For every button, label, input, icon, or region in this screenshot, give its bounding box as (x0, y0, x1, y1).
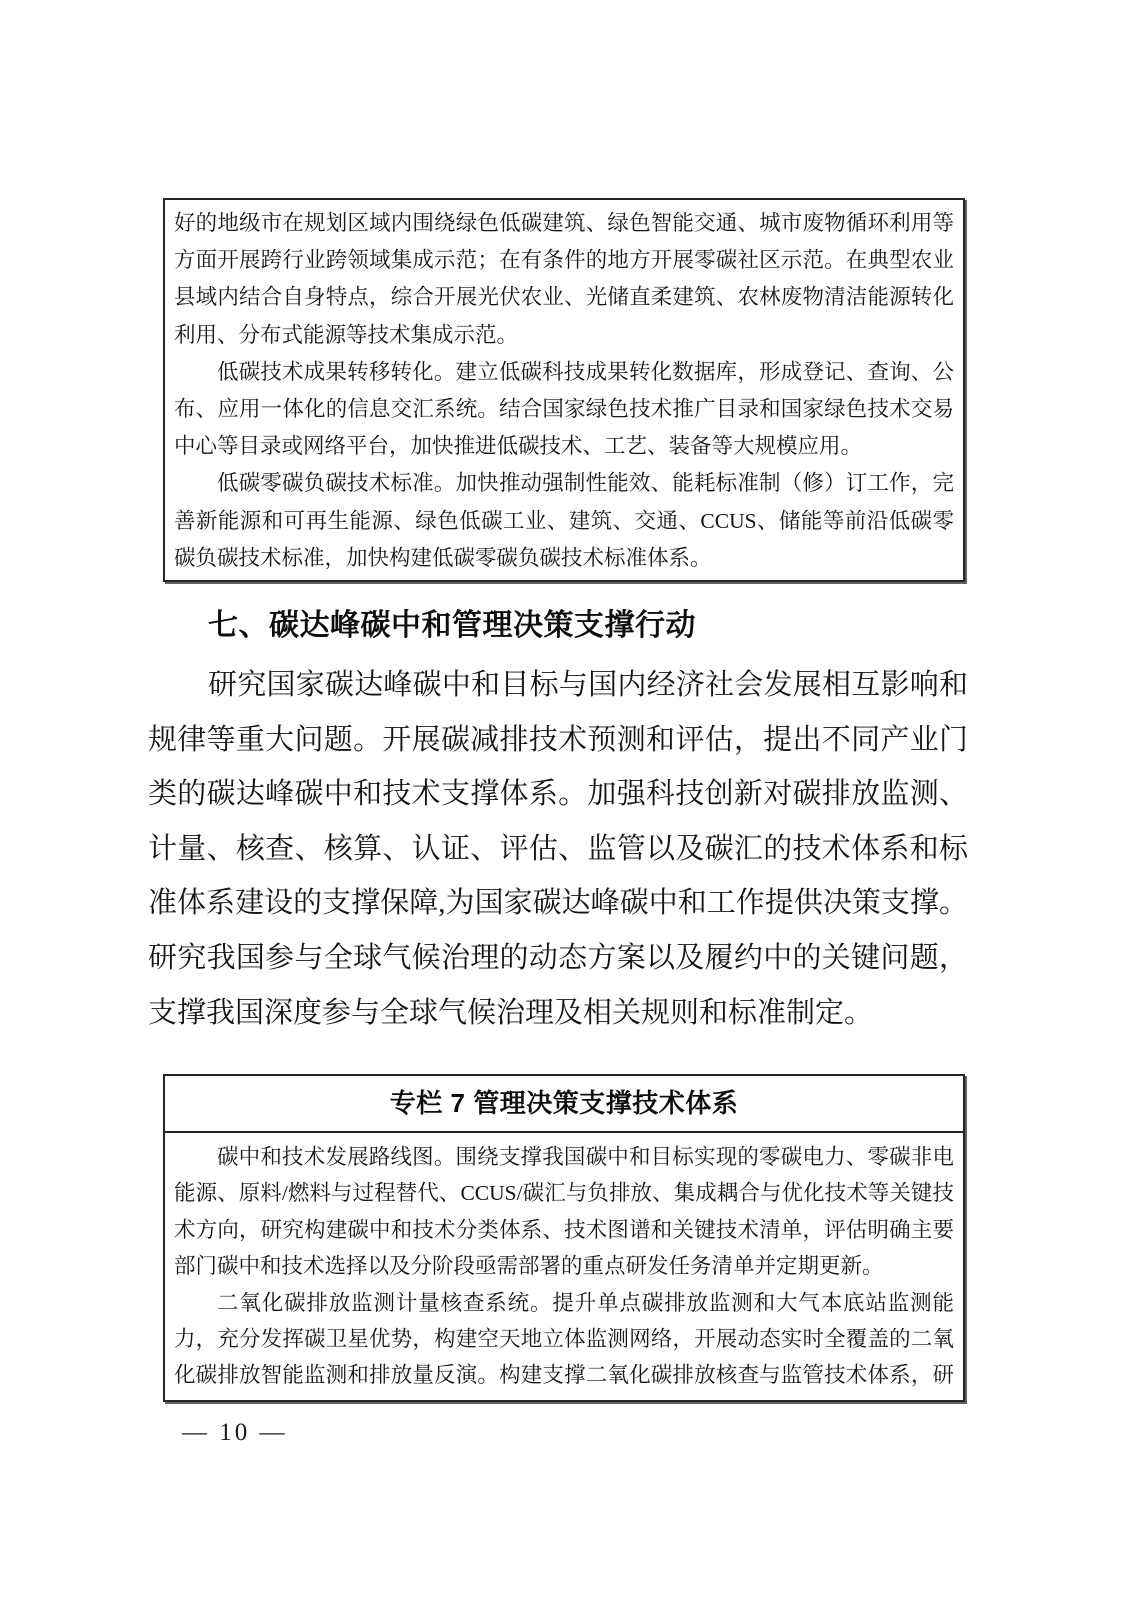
box-text-line: 低碳技术成果转移转化。建立低碳科技成果转化数据库，形成登记、查询、公 (217, 359, 954, 384)
panel-text-line: 碳中和技术发展路线图。围绕支撑我国碳中和目标实现的零碳电力、零碳非电 (217, 1145, 954, 1169)
section-heading: 七、碳达峰碳中和管理决策支撑行动 (208, 609, 696, 642)
page-number: — 10 — (182, 1419, 288, 1446)
body-text-line: 类的碳达峰碳中和技术支撑体系。加强科技创新对碳排放监测、 (148, 778, 968, 811)
body-text-line: 准体系建设的支撑保障,为国家碳达峰碳中和工作提供决策支撑。 (148, 887, 968, 920)
box-text-line: 利用、分布式能源等技术集成示范。 (174, 322, 519, 347)
panel-body (165, 1133, 963, 1399)
body-text-line: 计量、核查、核算、认证、评估、监管以及碳汇的技术体系和标 (148, 832, 968, 865)
panel-text-line: 术方向，研究构建碳中和技术分类体系、技术图谱和关键技术清单，评估明确主要 (174, 1217, 954, 1242)
body-text-line: 规律等重大问题。开展碳减排技术预测和评估，提出不同产业门 (148, 723, 968, 756)
box-text-line: 中心等目录或网络平台，加快推进低碳技术、工艺、装备等大规模应用。 (174, 434, 863, 459)
panel-text-line: 力，充分发挥碳卫星优势，构建空天地立体监测网络，开展动态实时全覆盖的二氧 (174, 1327, 954, 1352)
box-text-line: 布、应用一体化的信息交汇系统。结合国家绿色技术推广目录和国家绿色技术交易 (174, 397, 954, 422)
panel-text-line: 部门碳中和技术选择以及分阶段亟需部署的重点研发任务清单并定期更新。 (174, 1254, 884, 1279)
continued-text-box (163, 198, 965, 582)
section-body (148, 658, 968, 1040)
panel-box (163, 1074, 965, 1402)
panel-title: 专栏 7 管理决策支撑技术体系 (165, 1076, 963, 1133)
panel-text-line: 二氧化碳排放监测计量核查系统。提升单点碳排放监测和大气本底站监测能 (217, 1290, 954, 1315)
box-text-line: 好的地级市在规划区域内围绕绿色低碳建筑、绿色智能交通、城市废物循环利用等 (174, 211, 954, 235)
box-text-line: 碳负碳技术标准，加快构建低碳零碳负碳技术标准体系。 (174, 545, 712, 570)
panel-text-line: 化碳排放智能监测和排放量反演。构建支撑二氧化碳排放核查与监管技术体系，研 (174, 1363, 954, 1388)
panel-text-line: 能源、原料/燃料与过程替代、CCUS/碳汇与负排放、集成耦合与优化技术等关键技 (174, 1181, 954, 1206)
box-text-line: 低碳零碳负碳技术标准。加快推动强制性能效、能耗标准制（修）订工作，完 (217, 471, 954, 496)
box-text-line: 善新能源和可再生能源、绿色低碳工业、建筑、交通、CCUS、储能等前沿低碳零 (174, 508, 954, 533)
body-text-line: 支撑我国深度参与全球气候治理及相关规则和标准制定。 (148, 996, 874, 1029)
box-text-line: 方面开展跨行业跨领域集成示范；在有条件的地方开展零碳社区示范。在典型农业 (174, 248, 954, 273)
body-text-line: 研究国家碳达峰碳中和目标与国内经济社会发展相互影响和 (208, 669, 968, 701)
body-text-line: 研究我国参与全球气候治理的动态方案以及履约中的关键问题， (148, 941, 968, 974)
box-text-line: 县域内结合自身特点，综合开展光伏农业、光储直柔建筑、农林废物清洁能源转化 (174, 285, 954, 310)
